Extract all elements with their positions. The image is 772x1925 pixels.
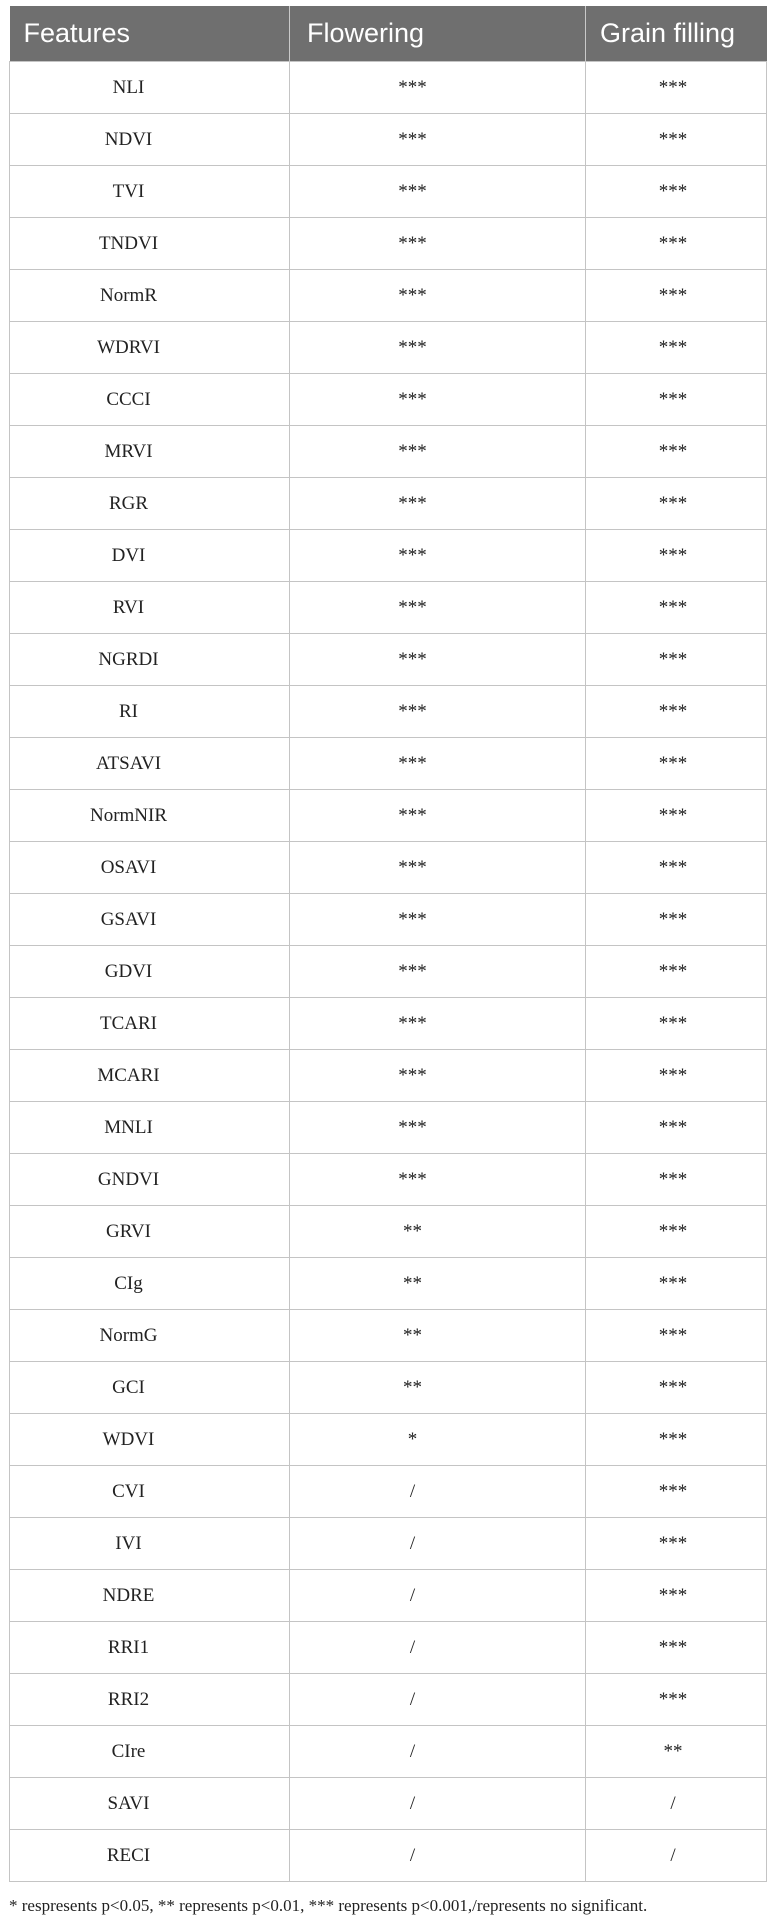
flowering-cell: ** (290, 1258, 586, 1310)
flowering-cell: ** (290, 1362, 586, 1414)
feature-cell: CCCI (10, 374, 290, 426)
flowering-cell: / (290, 1674, 586, 1726)
grain-filling-cell: *** (586, 946, 767, 998)
grain-filling-cell: *** (586, 166, 767, 218)
feature-cell: DVI (10, 530, 290, 582)
flowering-cell: / (290, 1830, 586, 1882)
table-row (10, 1622, 767, 1674)
table-row (10, 1362, 767, 1414)
feature-cell: NormNIR (10, 790, 290, 842)
table-header (10, 6, 767, 62)
grain-filling-cell: *** (586, 686, 767, 738)
flowering-cell: * (290, 1414, 586, 1466)
table-row (10, 1414, 767, 1466)
table-row (10, 1102, 767, 1154)
grain-filling-cell: *** (586, 894, 767, 946)
flowering-cell: ** (290, 1310, 586, 1362)
grain-filling-cell: ** (586, 1726, 767, 1778)
flowering-cell: / (290, 1778, 586, 1830)
feature-cell: TVI (10, 166, 290, 218)
grain-filling-cell: *** (586, 582, 767, 634)
table-row (10, 62, 767, 114)
header-features: Features (10, 6, 290, 62)
flowering-cell: / (290, 1622, 586, 1674)
table-row (10, 1778, 767, 1830)
grain-filling-cell: *** (586, 114, 767, 166)
flowering-cell: *** (290, 322, 586, 374)
flowering-cell: / (290, 1570, 586, 1622)
feature-cell: CIre (10, 1726, 290, 1778)
feature-cell: RI (10, 686, 290, 738)
flowering-cell: *** (290, 426, 586, 478)
flowering-cell: *** (290, 478, 586, 530)
feature-cell: MNLI (10, 1102, 290, 1154)
feature-cell: RECI (10, 1830, 290, 1882)
table-row (10, 530, 767, 582)
feature-cell: NormG (10, 1310, 290, 1362)
feature-cell: SAVI (10, 1778, 290, 1830)
flowering-cell: *** (290, 1050, 586, 1102)
feature-cell: ATSAVI (10, 738, 290, 790)
table-row (10, 1050, 767, 1102)
table-row (10, 842, 767, 894)
flowering-cell: *** (290, 374, 586, 426)
table-footnote: * respresents p<0.05, ** represents p<0.01, *** represents p<0.001,/represents no significant. (9, 1896, 648, 1915)
grain-filling-cell: *** (586, 426, 767, 478)
grain-filling-cell: *** (586, 1674, 767, 1726)
feature-cell: NormR (10, 270, 290, 322)
feature-cell: IVI (10, 1518, 290, 1570)
flowering-cell: *** (290, 998, 586, 1050)
table-row (10, 894, 767, 946)
table-row (10, 1518, 767, 1570)
table-row (10, 1674, 767, 1726)
header-flowering: Flowering (290, 6, 586, 62)
feature-cell: GSAVI (10, 894, 290, 946)
grain-filling-cell: *** (586, 1154, 767, 1206)
feature-cell: MRVI (10, 426, 290, 478)
feature-cell: RVI (10, 582, 290, 634)
flowering-cell: *** (290, 1102, 586, 1154)
flowering-cell: *** (290, 582, 586, 634)
table-row (10, 322, 767, 374)
grain-filling-cell: *** (586, 1206, 767, 1258)
header-row (10, 6, 767, 62)
flowering-cell: *** (290, 842, 586, 894)
feature-cell: CIg (10, 1258, 290, 1310)
flowering-cell: ** (290, 1206, 586, 1258)
flowering-cell: *** (290, 1154, 586, 1206)
table-row (10, 998, 767, 1050)
feature-cell: MCARI (10, 1050, 290, 1102)
flowering-cell: *** (290, 686, 586, 738)
flowering-cell: / (290, 1518, 586, 1570)
significance-table (9, 6, 767, 1882)
feature-cell: GDVI (10, 946, 290, 998)
feature-cell: RRI2 (10, 1674, 290, 1726)
grain-filling-cell: / (586, 1830, 767, 1882)
table-row (10, 114, 767, 166)
feature-cell: GNDVI (10, 1154, 290, 1206)
grain-filling-cell: *** (586, 1414, 767, 1466)
flowering-cell: *** (290, 634, 586, 686)
grain-filling-cell: *** (586, 998, 767, 1050)
flowering-cell: *** (290, 270, 586, 322)
grain-filling-cell: *** (586, 1570, 767, 1622)
feature-cell: NLI (10, 62, 290, 114)
feature-cell: OSAVI (10, 842, 290, 894)
table-row (10, 218, 767, 270)
table-row (10, 1726, 767, 1778)
grain-filling-cell: *** (586, 218, 767, 270)
grain-filling-cell: *** (586, 1466, 767, 1518)
flowering-cell: *** (290, 790, 586, 842)
grain-filling-cell: *** (586, 62, 767, 114)
feature-cell: NDRE (10, 1570, 290, 1622)
feature-cell: GRVI (10, 1206, 290, 1258)
feature-cell: TNDVI (10, 218, 290, 270)
grain-filling-cell: *** (586, 478, 767, 530)
flowering-cell: *** (290, 218, 586, 270)
feature-cell: GCI (10, 1362, 290, 1414)
table-row (10, 1466, 767, 1518)
table-row (10, 166, 767, 218)
grain-filling-cell: *** (586, 1102, 767, 1154)
table-body (10, 62, 767, 1882)
feature-cell: RGR (10, 478, 290, 530)
table-row (10, 374, 767, 426)
flowering-cell: / (290, 1726, 586, 1778)
table-row (10, 1310, 767, 1362)
grain-filling-cell: *** (586, 1258, 767, 1310)
flowering-cell: *** (290, 62, 586, 114)
table-row (10, 1154, 767, 1206)
feature-cell: RRI1 (10, 1622, 290, 1674)
grain-filling-cell: *** (586, 790, 767, 842)
flowering-cell: *** (290, 738, 586, 790)
table-row (10, 686, 767, 738)
grain-filling-cell: *** (586, 270, 767, 322)
table-row (10, 582, 767, 634)
flowering-cell: / (290, 1466, 586, 1518)
grain-filling-cell: *** (586, 1622, 767, 1674)
feature-cell: CVI (10, 1466, 290, 1518)
table-row (10, 1206, 767, 1258)
feature-cell: TCARI (10, 998, 290, 1050)
feature-cell: NDVI (10, 114, 290, 166)
feature-cell: WDRVI (10, 322, 290, 374)
flowering-cell: *** (290, 114, 586, 166)
feature-cell: WDVI (10, 1414, 290, 1466)
flowering-cell: *** (290, 894, 586, 946)
table-row (10, 1258, 767, 1310)
grain-filling-cell: *** (586, 634, 767, 686)
table-row (10, 946, 767, 998)
table-row (10, 1570, 767, 1622)
table-row (10, 738, 767, 790)
feature-cell: NGRDI (10, 634, 290, 686)
grain-filling-cell: *** (586, 322, 767, 374)
grain-filling-cell: *** (586, 374, 767, 426)
table-row (10, 1830, 767, 1882)
grain-filling-cell: *** (586, 842, 767, 894)
grain-filling-cell: *** (586, 1050, 767, 1102)
flowering-cell: *** (290, 530, 586, 582)
table-row (10, 478, 767, 530)
grain-filling-cell: *** (586, 1518, 767, 1570)
grain-filling-cell: *** (586, 738, 767, 790)
header-grain-filling: Grain filling (586, 6, 767, 62)
grain-filling-cell: *** (586, 530, 767, 582)
table-row (10, 790, 767, 842)
significance-table-container (9, 6, 766, 1882)
table-row (10, 634, 767, 686)
grain-filling-cell: *** (586, 1362, 767, 1414)
grain-filling-cell: *** (586, 1310, 767, 1362)
table-row (10, 270, 767, 322)
flowering-cell: *** (290, 946, 586, 998)
grain-filling-cell: / (586, 1778, 767, 1830)
flowering-cell: *** (290, 166, 586, 218)
table-row (10, 426, 767, 478)
